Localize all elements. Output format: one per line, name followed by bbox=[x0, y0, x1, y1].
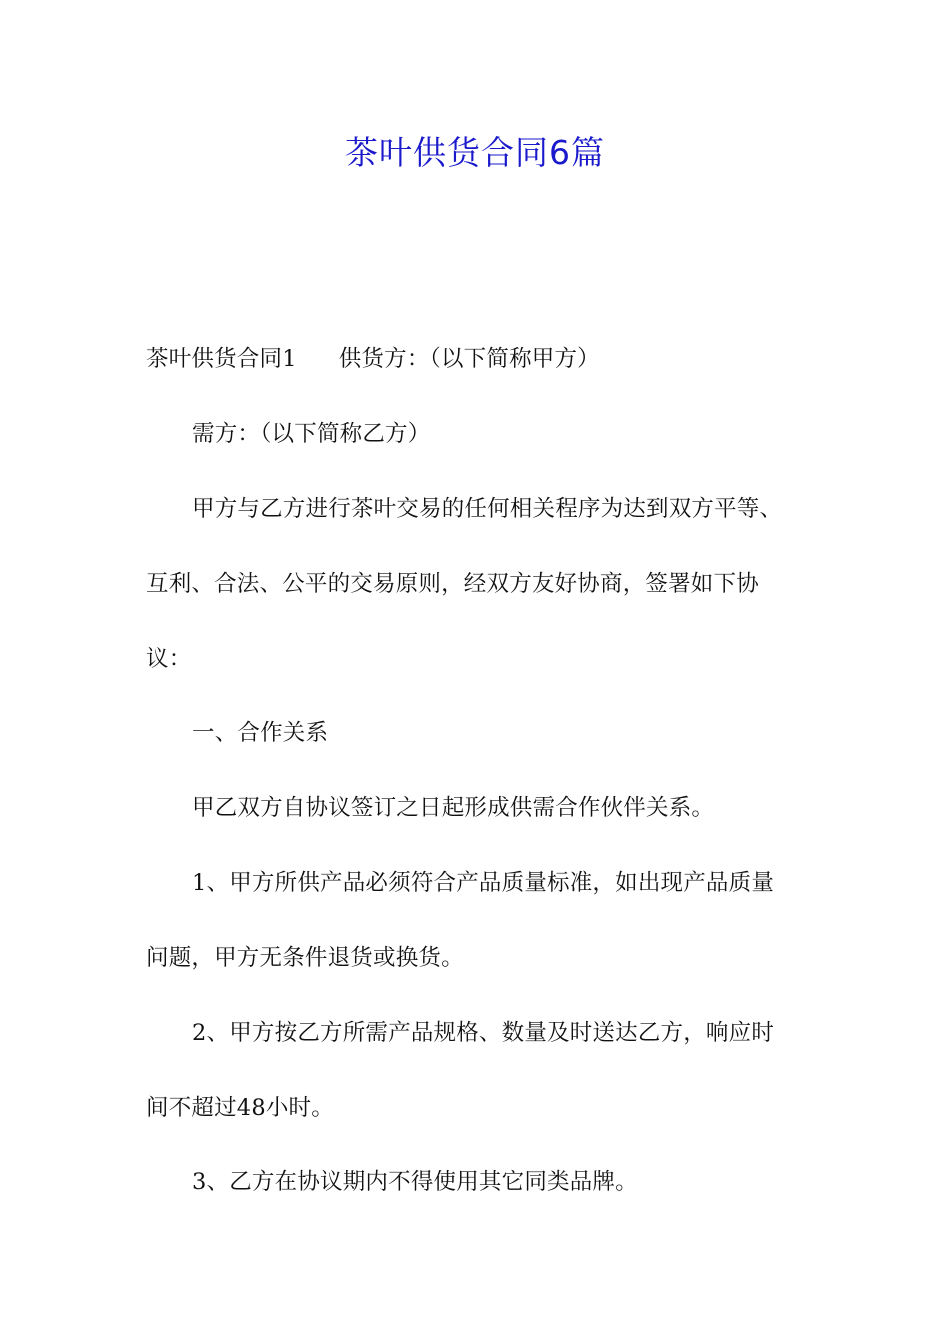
item-2-line-2: 间不超过48小时。 bbox=[146, 1095, 334, 1121]
heading-supplier-row bbox=[146, 344, 600, 374]
section-heading: 茶叶供货合同1 bbox=[146, 346, 297, 372]
intro-line-2: 互利、合法、公平的交易原则，经双方友好协商，签署如下协 bbox=[146, 571, 759, 597]
buyer-line: 需方：（以下简称乙方） bbox=[192, 421, 431, 447]
item-2-line-1: 2、甲方按乙方所需产品规格、数量及时送达乙方，响应时 bbox=[192, 1020, 775, 1046]
clause-1-text: 甲乙双方自协议签订之日起形成供需合作伙伴关系。 bbox=[192, 795, 715, 821]
document-title: 茶叶供货合同6篇 bbox=[345, 133, 605, 172]
clause-1-heading: 一、合作关系 bbox=[192, 720, 329, 746]
item-3-line-1: 3、乙方在协议期内不得使用其它同类品牌。 bbox=[192, 1169, 638, 1195]
item-1-line-1: 1、甲方所供产品必须符合产品质量标准，如出现产品质量 bbox=[192, 870, 775, 896]
supplier-line: 供货方：（以下简称甲方） bbox=[338, 346, 600, 372]
item-1-line-2: 问题，甲方无条件退货或换货。 bbox=[146, 945, 464, 971]
intro-line-3: 议： bbox=[146, 646, 192, 672]
intro-line-1: 甲方与乙方进行茶叶交易的任何相关程序为达到双方平等、 bbox=[192, 496, 783, 522]
